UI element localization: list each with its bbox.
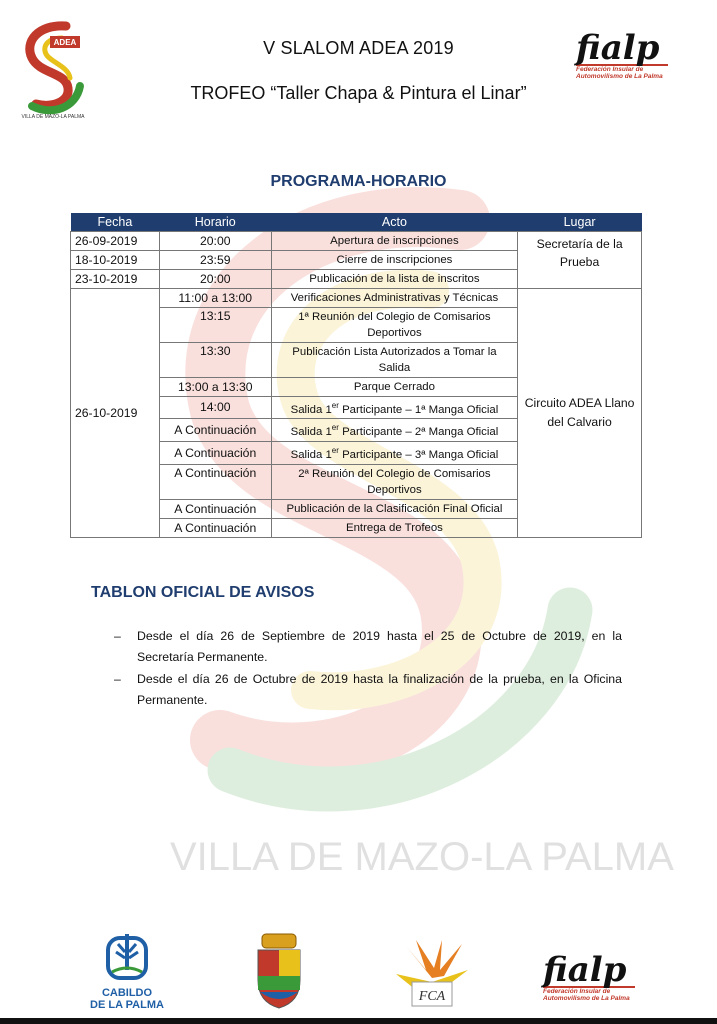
adea-logo-icon: [18, 16, 88, 120]
cell-acto: Parque Cerrado: [271, 377, 517, 396]
watermark-text: VILLA DE MAZO-LA PALMA: [170, 835, 674, 879]
fialp-footer-word: fialp: [543, 950, 627, 990]
cell-horario: 13:15: [159, 307, 271, 342]
coat-of-arms-icon: [252, 930, 306, 1010]
cell-acto: [271, 396, 517, 419]
schedule-table: [70, 213, 642, 538]
table-header-row: [71, 213, 642, 231]
adea-logo-caption: VILLA DE MAZO-LA PALMA: [21, 114, 85, 120]
cell-acto: 2ª Reunión del Colegio de Comisarios Deportivos: [271, 464, 517, 499]
acto-text: Participante – 1ª Manga Oficial: [338, 403, 499, 416]
cell-acto: Entrega de Trofeos: [271, 518, 517, 537]
fialp-footer-sub2: Automovilismo de La Palma: [543, 995, 630, 1002]
fialp-logo-icon: [543, 950, 663, 1012]
aviso-item: [114, 626, 622, 668]
cell-acto: 1ª Reunión del Colegio de Comisarios Deportivos: [271, 307, 517, 342]
fialp-logo-icon: [576, 28, 696, 98]
fialp-footer-sub1: Federación Insular de: [543, 988, 611, 995]
cell-lugar-secretaria: Secretaría de la Prueba: [518, 231, 642, 288]
col-header-lugar: Lugar: [518, 213, 642, 231]
table-row: [71, 288, 642, 307]
cell-acto: Cierre de inscripciones: [271, 250, 517, 269]
cell-fecha-group: 26-10-2019: [71, 288, 160, 537]
cell-acto: Verificaciones Administrativas y Técnicas: [271, 288, 517, 307]
cell-horario: A Continuación: [159, 464, 271, 499]
cell-horario: 23:59: [159, 250, 271, 269]
adea-logo-text: ADEA: [53, 38, 77, 47]
fialp-logo-sub1: Federación Insular de: [576, 66, 644, 73]
cell-acto: [271, 419, 517, 442]
cell-acto: Publicación de la lista de inscritos: [271, 269, 517, 288]
fca-logo-icon: [386, 938, 478, 1010]
cell-acto: Apertura de inscripciones: [271, 231, 517, 250]
cell-fecha: 26-09-2019: [71, 231, 160, 250]
acto-text: Participante – 3ª Manga Oficial: [338, 448, 499, 461]
cell-lugar-circuito: Circuito ADEA Llano del Calvario: [518, 288, 642, 537]
cell-acto: [271, 442, 517, 465]
acto-sup: er: [331, 446, 339, 456]
cell-fecha: 18-10-2019: [71, 250, 160, 269]
bullet-dash: –: [114, 629, 121, 643]
acto-text: Salida 1: [290, 403, 332, 416]
cell-horario: 20:00: [159, 269, 271, 288]
aviso-text: Desde el día 26 de Octubre de 2019 hasta la finalización de la prueba, en la Oficina Permanente.: [137, 672, 622, 707]
cabildo-logo-icon: [82, 932, 172, 1012]
cell-horario: A Continuación: [159, 419, 271, 442]
acto-text: Salida 1: [290, 448, 332, 461]
bottom-bar: [0, 1018, 717, 1024]
cabildo-line2: DE LA PALMA: [90, 999, 164, 1011]
fca-flower-icon: [386, 938, 478, 1010]
avisos-title: TABLON OFICIAL DE AVISOS: [91, 584, 315, 601]
cell-horario: 13:30: [159, 342, 271, 377]
cell-horario: 11:00 a 13:00: [159, 288, 271, 307]
acto-sup: er: [331, 423, 339, 433]
fialp-logo-sub2: Automovilismo de La Palma: [576, 73, 663, 80]
cell-horario: A Continuación: [159, 499, 271, 518]
programa-title: PROGRAMA-HORARIO: [270, 173, 447, 190]
cell-horario: 14:00: [159, 396, 271, 419]
acto-text: Participante – 2ª Manga Oficial: [338, 426, 499, 439]
col-header-fecha: Fecha: [71, 213, 160, 231]
cell-fecha: 23-10-2019: [71, 269, 160, 288]
col-header-acto: Acto: [271, 213, 517, 231]
col-header-horario: Horario: [159, 213, 271, 231]
bullet-dash: –: [114, 672, 121, 686]
acto-text: Salida 1: [290, 426, 332, 439]
event-subtitle: TROFEO “Taller Chapa & Pintura el Linar”: [190, 83, 527, 103]
aviso-item: [114, 669, 622, 711]
cell-horario: 20:00: [159, 231, 271, 250]
aviso-text: Desde el día 26 de Septiembre de 2019 hasta el 25 de Octubre de 2019, en la Secretaría Permanente.: [137, 629, 622, 664]
cell-acto: Publicación de la Clasificación Final Oficial: [271, 499, 517, 518]
fialp-logo-word: fialp: [576, 28, 660, 68]
cell-horario: A Continuación: [159, 442, 271, 465]
acto-sup: er: [331, 400, 339, 410]
cabildo-line1: CABILDO: [101, 987, 153, 999]
cell-horario: A Continuación: [159, 518, 271, 537]
event-title: V SLALOM ADEA 2019: [263, 38, 454, 58]
fca-text: FCA: [418, 989, 446, 1004]
cell-acto: Publicación Lista Autorizados a Tomar la Salida: [271, 342, 517, 377]
cell-horario: 13:00 a 13:30: [159, 377, 271, 396]
cabildo-emblem-icon: [82, 932, 172, 982]
table-row: [71, 231, 642, 250]
